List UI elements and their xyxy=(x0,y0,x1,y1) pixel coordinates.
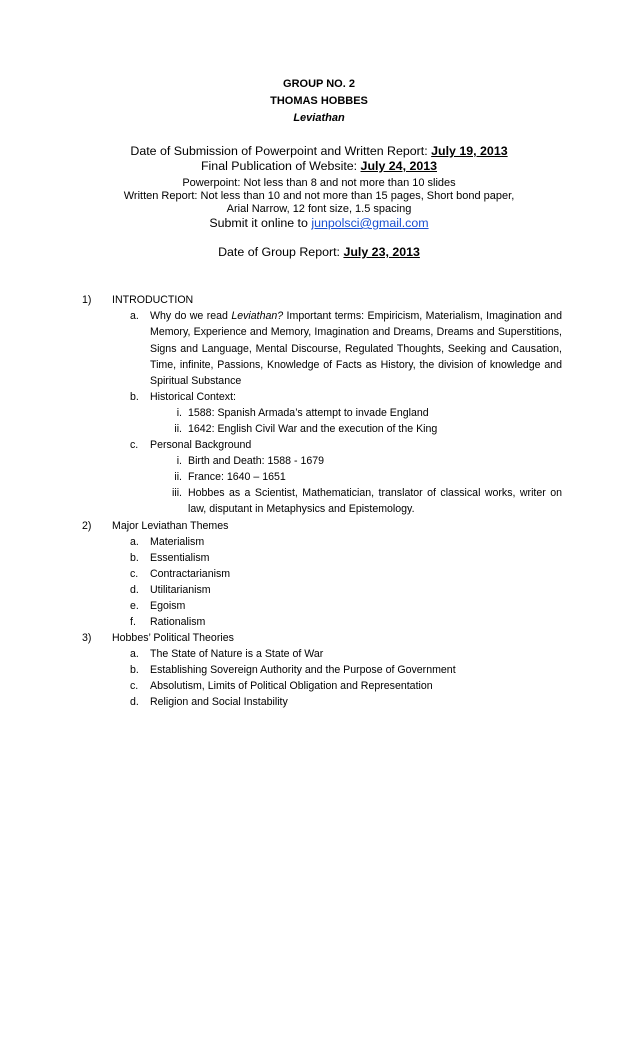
list-item: France: 1640 – 1651 xyxy=(188,471,286,483)
section-title: Major Leviathan Themes xyxy=(112,520,229,532)
section-title: Hobbes’ Political Theories xyxy=(112,632,234,644)
item-marker: b. xyxy=(130,391,139,403)
item-marker: b. xyxy=(130,664,139,676)
publication-label: Final Publication of Website: xyxy=(200,159,361,173)
submit-label: Submit it online to xyxy=(209,216,312,230)
submit-email-link[interactable]: junpolsci@gmail.com xyxy=(311,216,429,230)
publication-date: July 24, 2013 xyxy=(360,159,438,173)
section-marker: 2) xyxy=(82,520,92,532)
item-marker: d. xyxy=(130,696,139,708)
section-marker: 3) xyxy=(82,632,92,644)
item-marker: c. xyxy=(130,568,139,580)
section-marker: 1) xyxy=(82,294,92,306)
powerpoint-requirement: Powerpoint: Not less than 8 and not more than 10 slides xyxy=(182,177,456,189)
list-item: Birth and Death: 1588 - 1679 xyxy=(188,455,325,467)
work-title: Leviathan xyxy=(293,112,345,124)
written-requirement: Written Report: Not less than 10 and not more than 15 pages, Short bond paper, xyxy=(123,190,515,202)
submit-line xyxy=(0,216,638,230)
subitem-marker: i. xyxy=(176,407,182,419)
group-report-label: Date of Group Report: xyxy=(218,245,344,259)
list-item: Establishing Sovereign Authority and the Purpose of Government xyxy=(150,664,456,676)
subitem-marker: iii. xyxy=(171,487,182,499)
intro-terms: Important terms: Empiricism, Materialism, Imagination and Memory, Experience and Memory, Imagination and Dreams, Dreams and Superstitions, Signs and Language, Mental Discourse, Regulated Thoughts, Seeking and Causation, Time, infinite, Passions, Knowledge of Facts as History, the division of knowledge and Spiritual Substance xyxy=(150,310,562,388)
item-marker: e. xyxy=(130,600,139,612)
section-title: INTRODUCTION xyxy=(112,294,194,306)
publication-line xyxy=(0,159,638,173)
list-item: 1588: Spanish Armada’s attempt to invade England xyxy=(188,407,429,419)
item-marker: c. xyxy=(130,439,139,451)
list-item: Rationalism xyxy=(150,616,206,628)
subitem-marker: i. xyxy=(176,455,182,467)
list-item: Essentialism xyxy=(150,552,210,564)
author-name: THOMAS HOBBES xyxy=(270,95,368,107)
list-item: The State of Nature is a State of War xyxy=(150,648,324,660)
list-item: Contractarianism xyxy=(150,568,231,580)
submission-line xyxy=(0,144,638,158)
item-marker: a. xyxy=(130,536,139,548)
intro-prefix: Why do we read xyxy=(150,310,232,322)
item-marker: a. xyxy=(130,310,139,322)
item-marker: d. xyxy=(130,584,139,596)
subitem-marker: ii. xyxy=(174,471,182,483)
item-marker: c. xyxy=(130,680,139,692)
intro-paragraph xyxy=(150,308,562,389)
list-item: Egoism xyxy=(150,600,186,612)
item-marker: a. xyxy=(130,648,139,660)
list-item: Religion and Social Instability xyxy=(150,696,288,708)
group-number: GROUP NO. 2 xyxy=(283,78,355,90)
submission-date: July 19, 2013 xyxy=(431,144,508,158)
list-item: Historical Context: xyxy=(150,391,236,403)
list-item: Utilitarianism xyxy=(150,584,211,596)
item-marker: f. xyxy=(130,616,136,628)
group-report-line xyxy=(0,245,638,259)
list-item: Materialism xyxy=(150,536,205,548)
list-item: 1642: English Civil War and the execution of the King xyxy=(188,423,438,435)
submission-label: Date of Submission of Powerpoint and Written Report: xyxy=(130,144,432,158)
list-item: Hobbes as a Scientist, Mathematician, translator of classical works, writer on law, disputant in Metaphysics and Epistemology. xyxy=(188,487,562,516)
subitem-marker: ii. xyxy=(174,423,182,435)
intro-italic-title: Leviathan? xyxy=(231,310,284,322)
item-marker: b. xyxy=(130,552,139,564)
format-requirement: Arial Narrow, 12 font size, 1.5 spacing xyxy=(226,203,412,215)
list-item: Absolutism, Limits of Political Obligation and Representation xyxy=(150,680,433,692)
group-report-date: July 23, 2013 xyxy=(343,245,420,259)
list-item: Personal Background xyxy=(150,439,252,451)
